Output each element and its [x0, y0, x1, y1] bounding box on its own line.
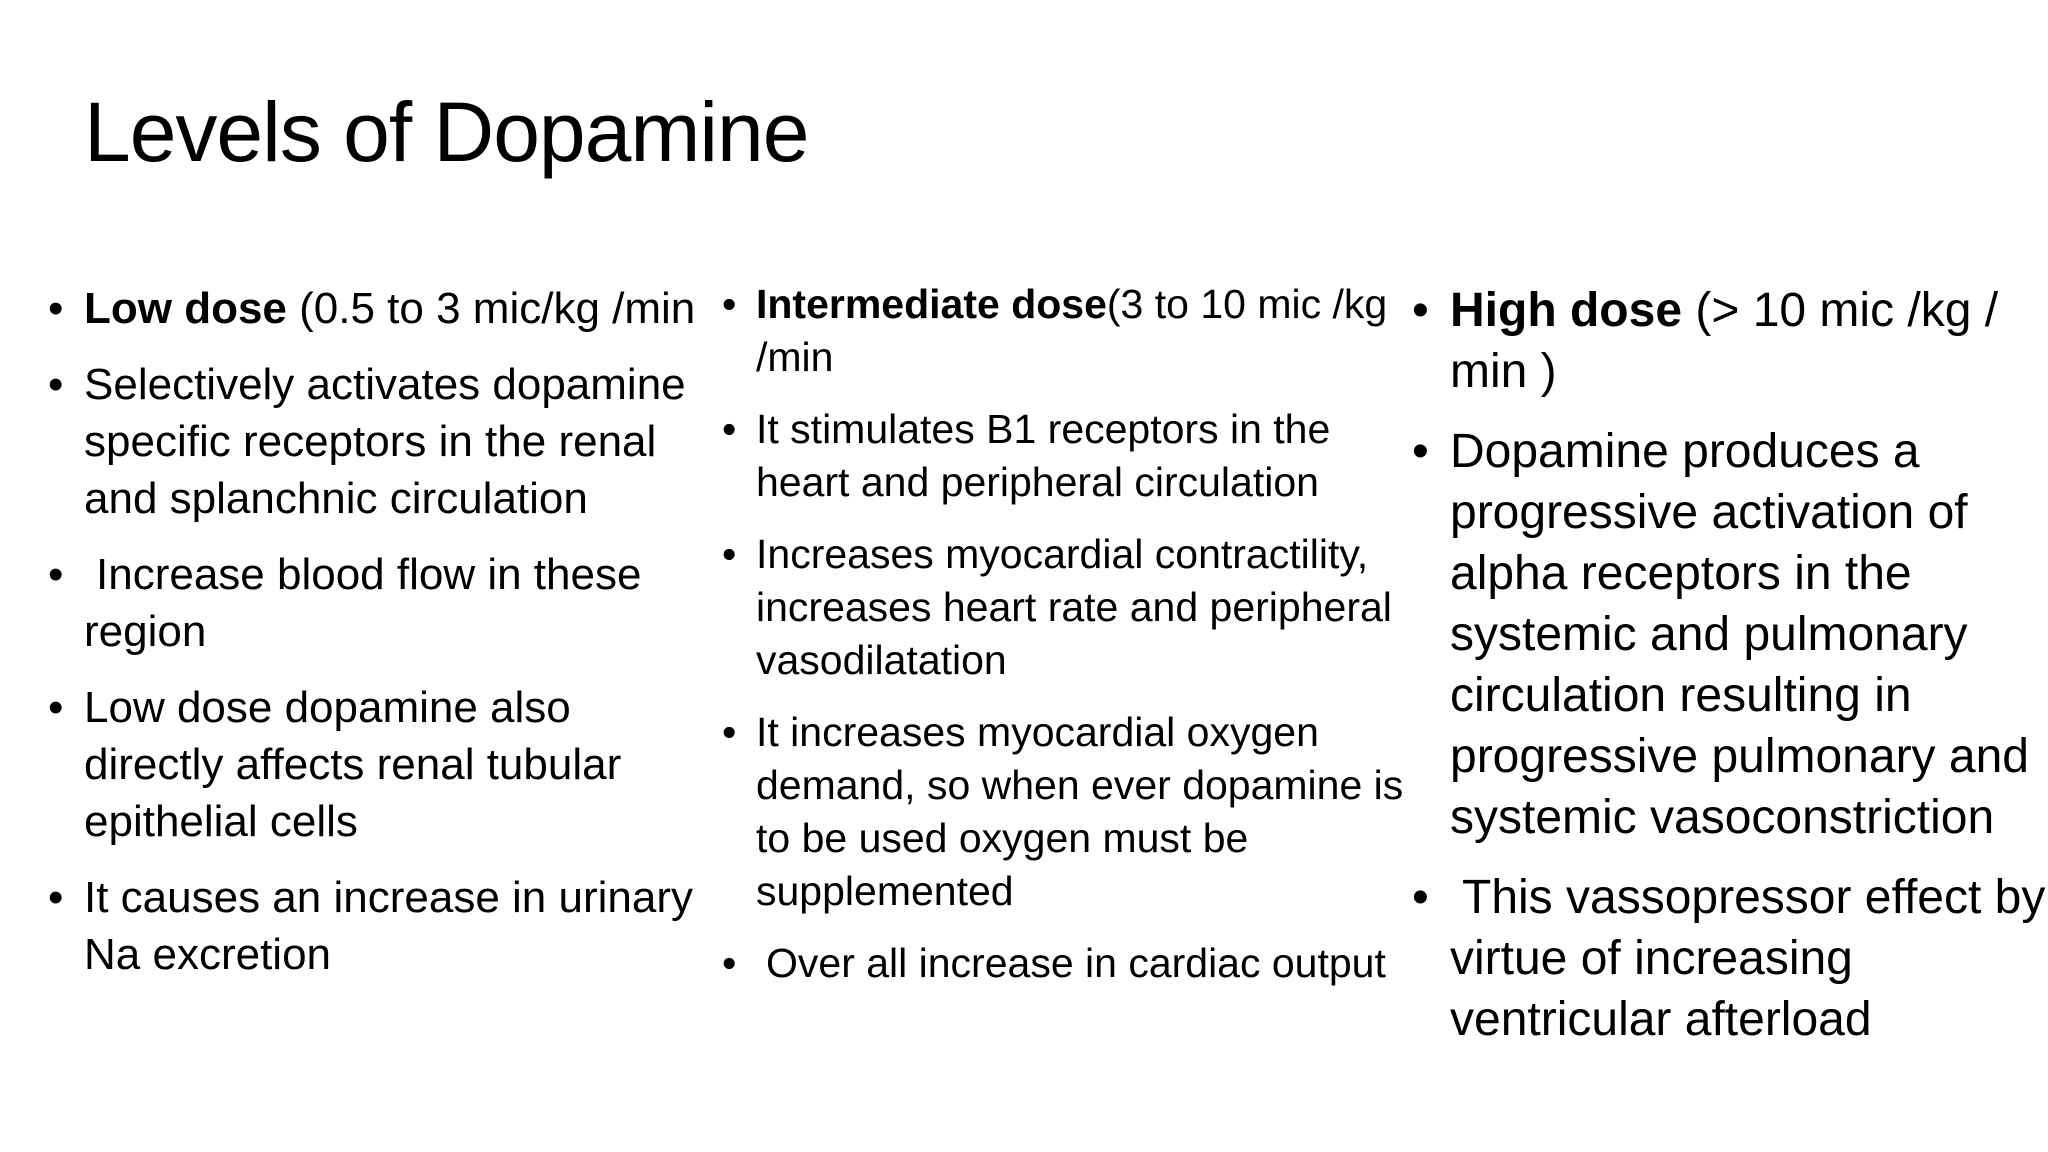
bullet-icon: •	[1412, 284, 1429, 337]
intermediate-dose-heading	[722, 278, 1416, 384]
list-item	[722, 937, 1416, 990]
bullet-icon: •	[48, 683, 64, 732]
intermediate-dose-heading-label: Intermediate dose	[756, 281, 1107, 327]
list-item-text: Increase blood flow in these region	[84, 550, 642, 656]
low-dose-column	[48, 280, 714, 1002]
bullet-icon: •	[722, 709, 737, 755]
intermediate-dose-range: (3 to 10 mic /kg /min	[756, 281, 1388, 380]
list-item	[48, 679, 714, 850]
bullet-icon: •	[722, 940, 737, 986]
list-item-text: Over all increase in cardiac output	[766, 940, 1386, 986]
bullet-icon: •	[48, 550, 64, 599]
bullet-icon: •	[722, 531, 737, 577]
bullet-icon: •	[48, 284, 64, 333]
slide-title: Levels of Dopamine	[84, 85, 809, 179]
list-item	[722, 706, 1416, 918]
low-dose-heading	[48, 280, 714, 337]
high-dose-range: (> 10 mic /kg / min )	[1450, 284, 1999, 398]
list-item	[722, 528, 1416, 687]
high-dose-heading	[1412, 280, 2046, 402]
high-dose-column	[1412, 280, 2046, 1069]
list-item	[48, 869, 714, 983]
bullet-icon: •	[1412, 871, 1429, 924]
list-item-text: This vassopressor effect by virtue of increasing ventricular afterload	[1450, 871, 2046, 1046]
list-item	[722, 403, 1416, 509]
list-item-text: Selectively activates dopamine specific receptors in the renal and splanchnic circulation	[84, 360, 686, 523]
low-dose-heading-label: Low dose	[84, 284, 287, 333]
list-item-text: It causes an increase in urinary Na excretion	[84, 873, 693, 979]
list-item	[1412, 867, 2046, 1050]
list-item	[1412, 421, 2046, 848]
bullet-icon: •	[48, 873, 64, 922]
high-dose-heading-label: High dose	[1450, 284, 1683, 337]
list-item-text: Low dose dopamine also directly affects renal tubular epithelial cells	[84, 683, 622, 846]
low-dose-range: (0.5 to 3 mic/kg /min	[286, 284, 696, 333]
list-item	[48, 356, 714, 527]
list-item-text: It increases myocardial oxygen demand, so when ever dopamine is to be used oxygen must be supplemented	[756, 709, 1404, 914]
bullet-icon: •	[48, 360, 64, 409]
intermediate-dose-column	[722, 278, 1416, 1009]
list-item-text: Dopamine produces a progressive activation of alpha receptors in the systemic and pulmonary circulation resulting in progressive pulmonary and systemic vasoconstriction	[1450, 425, 2029, 844]
list-item-text: Increases myocardial contractility, increases heart rate and peripheral vasodilatation	[756, 531, 1392, 683]
list-item	[48, 546, 714, 660]
list-item-text: It stimulates B1 receptors in the heart and peripheral circulation	[756, 406, 1331, 505]
bullet-icon: •	[722, 406, 737, 452]
bullet-icon: •	[1412, 425, 1429, 478]
bullet-icon: •	[722, 281, 737, 327]
